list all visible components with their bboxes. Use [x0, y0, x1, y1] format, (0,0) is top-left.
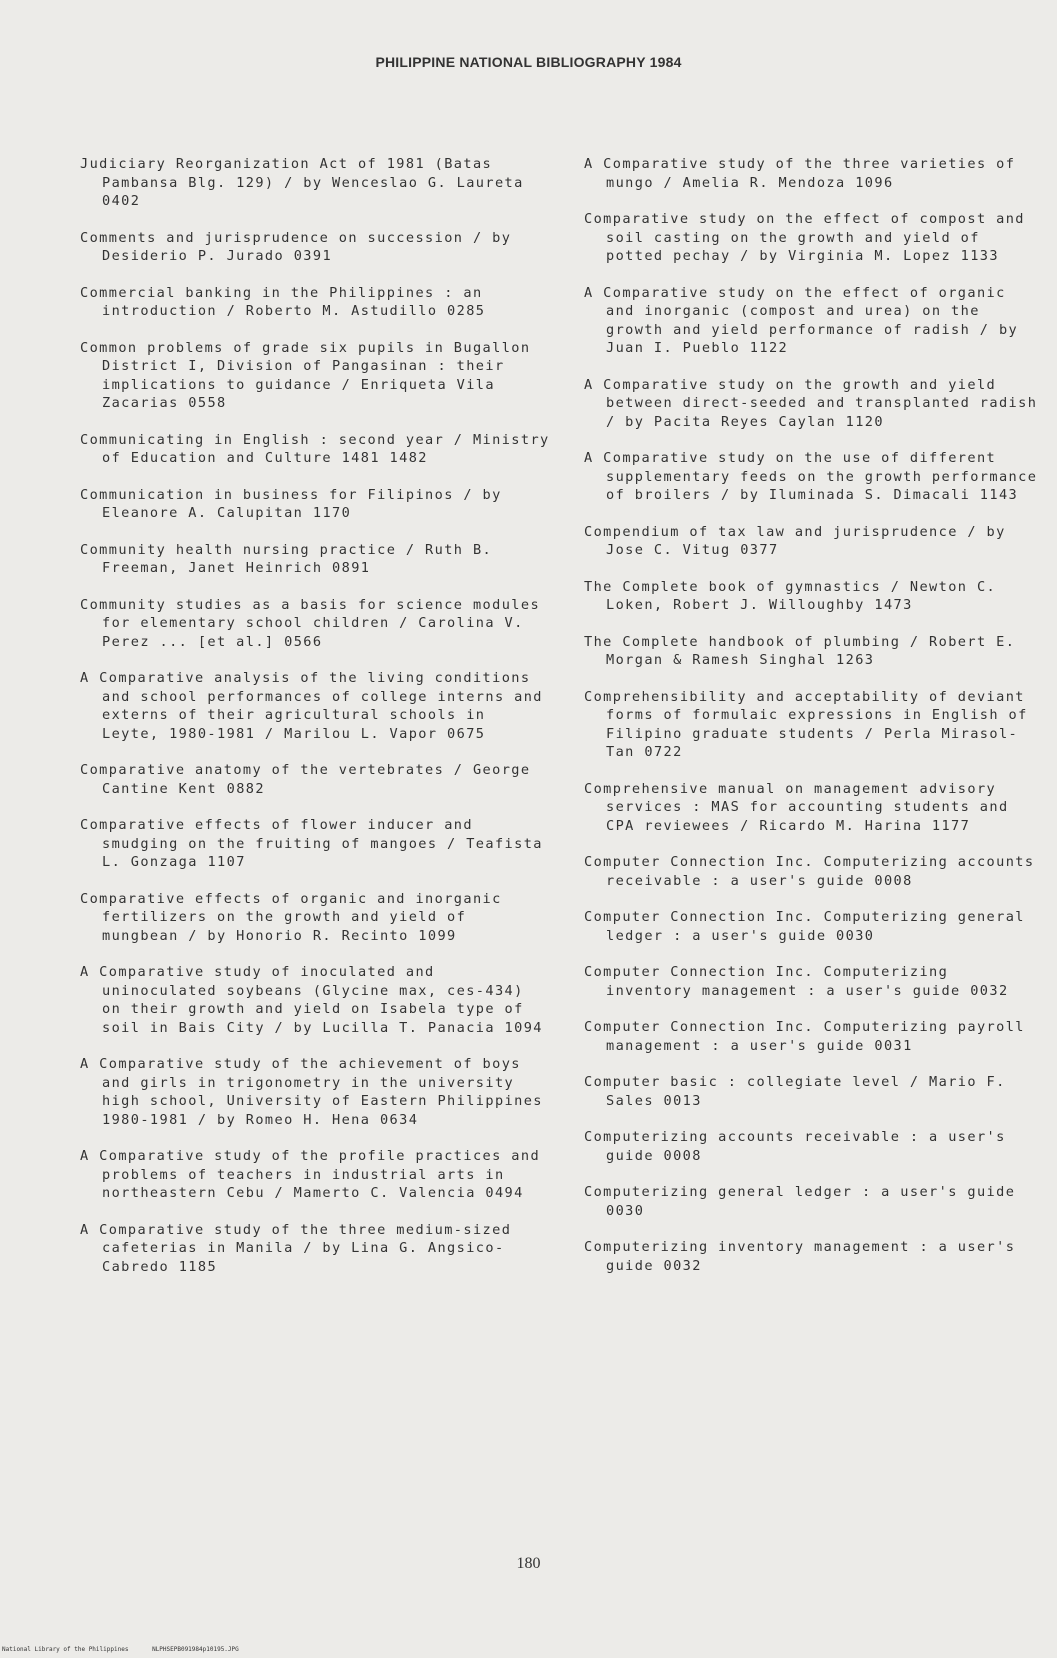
bibliography-entry	[584, 633, 1044, 670]
bibliography-entry	[80, 963, 550, 1037]
bibliography-entry	[584, 210, 1044, 266]
entry-text: Computer Connection Inc. Computerizing accounts receivable : a user's guide	[584, 854, 1035, 889]
bibliography-entry	[584, 688, 1044, 762]
entry-number: 1170	[312, 505, 352, 521]
entry-number: 0882	[226, 780, 265, 797]
entry-number: 0558	[188, 395, 227, 411]
bibliography-entry	[80, 669, 550, 743]
entry-text: A Comparative analysis of the living conditions and school performances of college interns and externs of their agricultural schools in Leyte, 1980-1981 / Marilou L. Vapor	[80, 670, 543, 742]
entry-text: Computerizing general ledger : a user's guide	[584, 1184, 1016, 1200]
right-column	[584, 155, 1044, 1293]
entry-number: 0566	[284, 633, 323, 650]
bibliography-entry	[584, 578, 1044, 615]
entry-number: 1122	[749, 340, 789, 356]
entry-number: 1185	[178, 1258, 218, 1275]
entry-number: 0013	[663, 1092, 702, 1109]
entry-text: The Complete handbook of plumbing / Robert E. Morgan & Ramesh Singhal	[584, 633, 1016, 668]
footer-library: National Library of the Philippines	[2, 1646, 129, 1653]
entry-number: 0494	[485, 1185, 524, 1201]
entry-text: Communicating in English : second year / Ministry of Education and Culture 1481	[80, 431, 550, 466]
bibliography-entry	[584, 1018, 1044, 1055]
entry-text: Community health nursing practice / Ruth B. Freeman, Janet Heinrich	[80, 541, 493, 576]
entry-number: 0391	[293, 248, 333, 264]
entry-number: 1120	[845, 413, 884, 430]
bibliography-entry	[584, 523, 1044, 560]
bibliography-entry	[80, 596, 550, 652]
entry-text: Communication in business for Filipinos / by Eleanore A. Calupitan	[80, 486, 502, 521]
bibliography-entry	[80, 339, 550, 413]
entry-number: 1263	[836, 652, 875, 668]
entry-text: Judiciary Reorganization Act of 1981 (Batas Pambansa Blg. 129) / by Wenceslao G. Laureta	[80, 156, 524, 191]
bibliography-entry	[80, 284, 550, 321]
bibliography-entry	[584, 1238, 1044, 1275]
bibliography-entry	[584, 449, 1044, 505]
entry-number: 1096	[855, 174, 894, 191]
entry-number: 0030	[606, 1202, 645, 1219]
scan-footer	[2, 1646, 259, 1653]
bibliography-entry	[80, 1055, 550, 1129]
entry-number: 0030	[836, 927, 875, 944]
entry-text: Computer basic : collegiate level / Mario F. Sales	[584, 1074, 1006, 1109]
entry-number: 1107	[207, 854, 246, 870]
entry-number: 0722	[644, 744, 683, 760]
bibliography-entry	[584, 284, 1044, 358]
entry-text: A Comparative study of inoculated and uninoculated soybeans (Glycine max, ces-434) on their growth and yield on Isabela type of soil in Bais City / by Lucilla T. Panacia	[80, 964, 524, 1036]
bibliography-entry	[584, 853, 1044, 890]
entry-text: A Comparative study of the three medium-sized cafeterias in Manila / by Lina G. Angsico-Cabredo	[80, 1221, 512, 1275]
entry-number: 1143	[979, 487, 1019, 503]
entry-text: A Comparative study on the use of different supplementary feeds on the growth performance of broilers / by Iluminada S. Dimacali	[584, 450, 1038, 503]
bibliography-entry	[584, 155, 1044, 192]
entry-text: Comparative effects of flower inducer and smudging on the fruiting of mangoes / Teafista L. Gonzaga	[80, 817, 543, 870]
entry-number: 0402	[102, 193, 141, 209]
entry-text: A Comparative study on the growth and yield between direct-seeded and transplanted radish / by Pacita Reyes Caylan	[584, 376, 1038, 430]
entry-text: Computer Connection Inc. Computerizing general ledger : a user's guide	[584, 909, 1025, 944]
entry-text: A Comparative study of the three varieties of mungo / Amelia R. Mendoza	[584, 156, 1016, 191]
entry-text: Community studies as a basis for science modules for elementary school children / Carolina V. Perez ... [et al.]	[80, 596, 541, 650]
entry-text: Computer Connection Inc. Computerizing payroll management : a user's guide	[584, 1019, 1025, 1054]
bibliography-entry	[80, 890, 550, 946]
entry-text: Comprehensibility and acceptability of deviant forms of formulaic expressions in English of Filipino graduate students / Perla Mirasol-Tan	[584, 688, 1028, 760]
entry-text: Comparative anatomy of the vertebrates / George Cantine Kent	[80, 762, 531, 797]
bibliography-entry	[80, 1221, 550, 1277]
bibliography-entry	[584, 1073, 1044, 1110]
page-header: PHILIPPINE NATIONAL BIBLIOGRAPHY 1984	[375, 54, 682, 70]
entry-text: Computerizing accounts receivable : a user's guide	[584, 1129, 1006, 1164]
entry-text: Computerizing inventory management : a user's guide	[584, 1239, 1016, 1274]
entry-number: 0675	[447, 725, 486, 742]
bibliography-entry	[80, 761, 550, 798]
entry-text: Comparative effects of organic and inorganic fertilizers on the growth and yield of mungbean / by Honorio R. Recinto	[80, 890, 502, 944]
entry-number: 1094	[504, 1019, 543, 1036]
entry-number: 0032	[663, 1257, 702, 1274]
entry-text: A Comparative study of the achievement of boys and girls in trigonometry in the university high school, University of Eastern Philippines 1980-1981 / by Romeo H. Hena	[80, 1056, 543, 1128]
entry-text: Comparative study on the effect of compost and soil casting on the growth and yield of potted pechay / by Virginia M. Lopez	[584, 211, 1025, 264]
bibliography-entry	[80, 486, 550, 523]
bibliography-entry	[80, 816, 550, 872]
bibliography-entry	[80, 541, 550, 578]
bibliography-entry	[80, 229, 550, 266]
entry-text: Commercial banking in the Philippines : an introduction / Roberto M. Astudillo	[80, 284, 483, 319]
entry-number: 0008	[663, 1147, 702, 1164]
entry-text: Common problems of grade six pupils in Bugallon District I, Division of Pangasinan : their implications to guidance / Enriqueta Vila Zacarias	[80, 339, 531, 411]
bibliography-entry	[80, 431, 550, 468]
bibliography-entry	[80, 155, 550, 211]
bibliography-entry	[584, 780, 1044, 836]
bibliography-entry	[584, 1183, 1044, 1220]
left-column	[80, 155, 550, 1294]
entry-text: A Comparative study on the effect of organic and inorganic (compost and urea) on the growth and yield performance of radish / by Juan I. Pueblo	[584, 284, 1019, 356]
entry-number: 1099	[418, 927, 457, 944]
entry-number: 0032	[970, 982, 1009, 999]
entry-number: 0008	[874, 872, 913, 889]
bibliography-entry	[584, 376, 1044, 432]
page-number: 180	[516, 1555, 541, 1572]
entry-text: Computer Connection Inc. Computerizing inventory management : a user's guide	[584, 964, 961, 999]
entry-number: 1133	[960, 248, 999, 264]
entry-text: Compendium of tax law and jurisprudence / by Jose C. Vitug	[584, 523, 1006, 558]
entry-number: 0634	[379, 1111, 419, 1128]
entry-number: 0031	[874, 1037, 913, 1054]
bibliography-entry	[584, 963, 1044, 1000]
entry-number: 1473	[874, 597, 913, 613]
bibliography-entry	[584, 908, 1044, 945]
bibliography-entry	[80, 1147, 550, 1203]
bibliography-entry	[584, 1128, 1044, 1165]
footer-file: NLPHSEPB091984p10195.JPG	[152, 1646, 239, 1653]
entry-number: 1482	[389, 450, 428, 466]
entry-text: The Complete book of gymnastics / Newton C. Loken, Robert J. Willoughby	[584, 578, 997, 613]
entry-number: 0285	[447, 303, 486, 319]
entry-text: A Comparative study of the profile practices and problems of teachers in industrial arts in northeastern Cebu / Mamerto C. Valencia	[80, 1148, 541, 1201]
entry-text: Comments and jurisprudence on succession / by Desiderio P. Jurado	[80, 229, 512, 264]
entry-text: Comprehensive manual on management advisory services : MAS for accounting students and CPA reviewees / Ricardo M. Harina	[584, 780, 1009, 834]
entry-number: 1177	[931, 817, 971, 834]
entry-number: 0377	[740, 542, 779, 558]
entry-number: 0891	[332, 560, 371, 576]
